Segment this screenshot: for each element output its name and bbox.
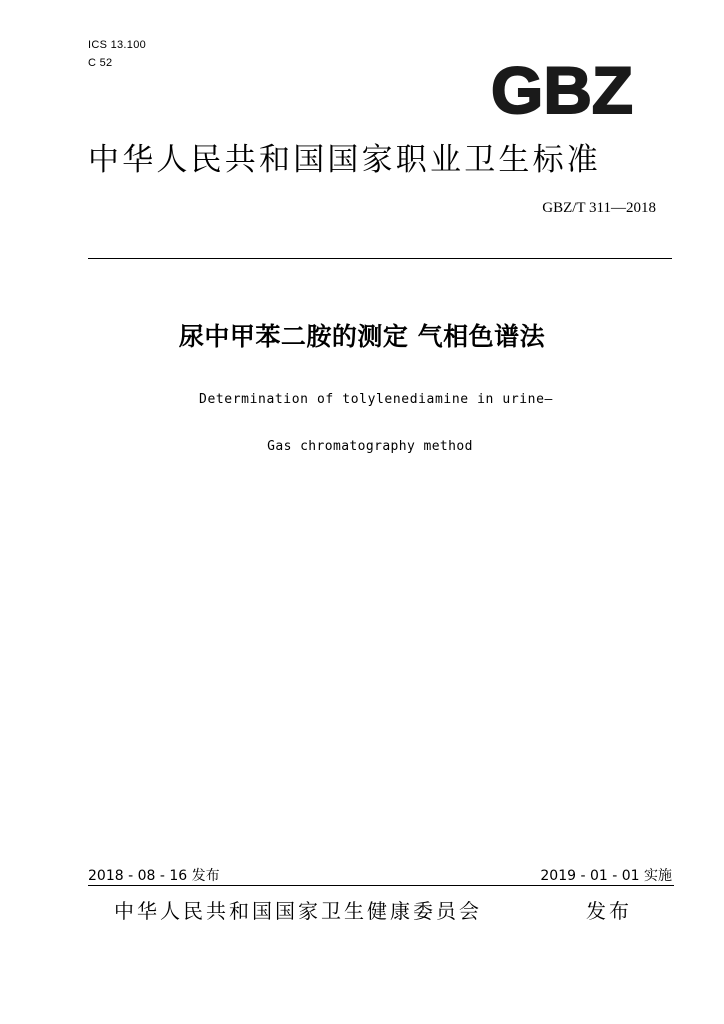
ics-code: ICS 13.100 <box>88 39 147 51</box>
gbz-logo-text: GBZ <box>491 60 633 116</box>
footer-divider <box>88 885 674 886</box>
issuing-authority: 中华人民共和国国家卫生健康委员会 <box>114 899 482 923</box>
gbz-logo <box>490 60 635 116</box>
issue-date: 2018 - 08 - 16 发布 <box>88 868 220 884</box>
ccs-code: C 52 <box>88 57 113 69</box>
document-title-chinese: 尿中甲苯二胺的测定 气相色谱法 <box>178 322 546 351</box>
document-title-english-line1: Determination of tolylenediamine in urine— <box>199 392 553 407</box>
issuer-action: 发布 <box>586 899 632 923</box>
standard-number: GBZ/T 311—2018 <box>542 200 656 216</box>
standard-class-title: 中华人民共和国国家职业卫生标准 <box>88 142 601 178</box>
header-divider <box>88 258 672 259</box>
document-title-english-line2: Gas chromatography method <box>267 439 473 454</box>
implementation-date: 2019 - 01 - 01 实施 <box>540 868 672 884</box>
